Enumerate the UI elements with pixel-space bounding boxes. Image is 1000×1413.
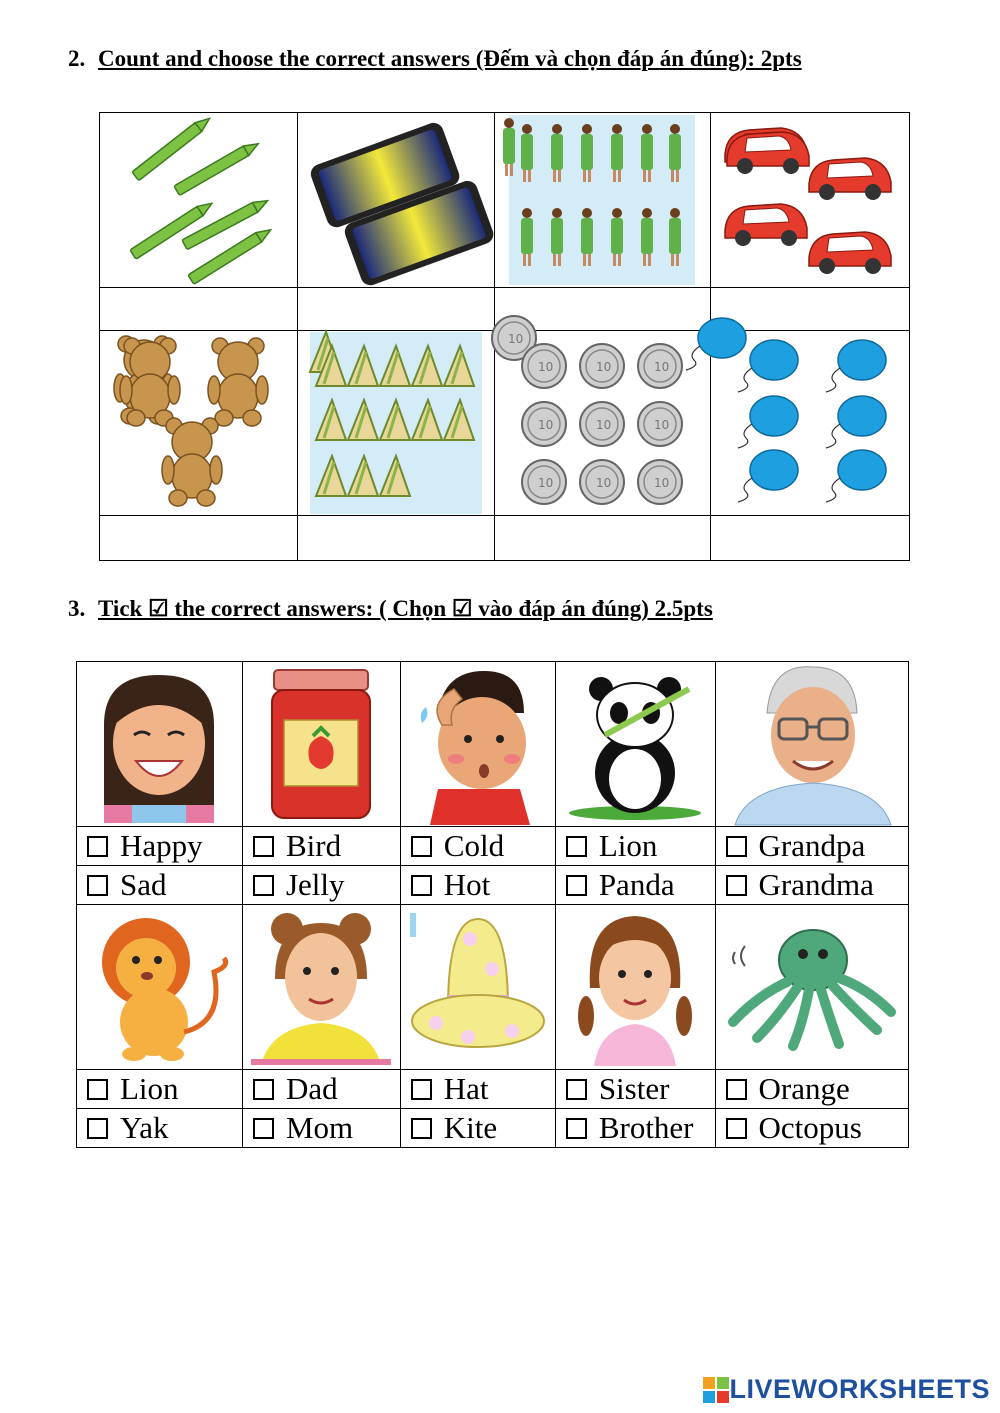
option-label: Orange (758, 1071, 850, 1106)
sister-picture (555, 905, 715, 1070)
checkbox-icon[interactable] (566, 875, 587, 896)
option-label: Yak (120, 1110, 169, 1145)
option-label: Hot (443, 867, 491, 902)
option-label: Jelly (285, 867, 345, 902)
option-lion-1[interactable] (555, 827, 715, 866)
answer-cell-crayons[interactable] (100, 288, 298, 331)
panda-icon (565, 669, 705, 819)
checkbox-icon[interactable] (253, 1118, 274, 1139)
tick-table (76, 661, 909, 1148)
option-label: Lion (598, 828, 658, 863)
option-brother[interactable] (555, 1109, 715, 1148)
sandwich-icon (310, 332, 482, 514)
option-label: Octopus (758, 1110, 862, 1145)
option-label: Sad (120, 867, 167, 902)
checkbox-icon[interactable] (253, 1079, 274, 1100)
checkbox-icon[interactable] (87, 1118, 108, 1139)
cars-icon (725, 120, 895, 280)
checkbox-icon[interactable] (253, 875, 274, 896)
checkbox-icon[interactable] (726, 1079, 747, 1100)
checkbox-icon[interactable] (726, 875, 747, 896)
checkbox-icon[interactable] (726, 836, 747, 857)
brand-name: LIVEWORKSHEETS (729, 1374, 990, 1404)
section-2-title: Count and choose the correct answers (Đếm và chọn đáp án đúng): 2pts (98, 46, 802, 71)
checkbox-icon[interactable] (87, 1079, 108, 1100)
option-grandpa[interactable] (715, 827, 908, 866)
svg-text:10: 10 (508, 332, 524, 346)
section-2-number: 2. (68, 46, 86, 71)
section-3-number: 3. (68, 596, 86, 621)
sweating-boy-icon (408, 663, 548, 825)
checkbox-icon[interactable] (87, 875, 108, 896)
grandpa-picture (715, 662, 908, 827)
jam-jar-picture (242, 662, 400, 827)
lion-icon (84, 912, 234, 1062)
lion-picture (77, 905, 243, 1070)
liveworksheets-logo (703, 1374, 990, 1405)
option-hat[interactable] (400, 1070, 555, 1109)
jam-jar-icon (266, 666, 376, 822)
option-label: Lion (120, 1071, 179, 1106)
checkbox-icon[interactable] (411, 1118, 432, 1139)
option-octopus[interactable] (715, 1109, 908, 1148)
checkbox-icon[interactable] (566, 836, 587, 857)
option-label: Panda (598, 867, 675, 902)
option-label: Brother (598, 1110, 694, 1145)
checkbox-icon[interactable] (411, 836, 432, 857)
section-3-heading (68, 596, 713, 622)
crayons-picture (100, 113, 298, 288)
liveworksheets-logo-icon (703, 1377, 729, 1403)
hat-picture (400, 905, 555, 1070)
option-dad[interactable] (242, 1070, 400, 1109)
answer-cell-balloons[interactable] (710, 516, 909, 561)
checkbox-icon[interactable] (566, 1118, 587, 1139)
smiling-girl-icon (84, 665, 234, 823)
section-3-title: Tick ☑ the correct answers: ( Chọn ☑ vào đáp án đúng) 2.5pts (98, 596, 713, 621)
octopus-icon (727, 922, 897, 1052)
sandwiches-picture (298, 331, 495, 516)
smiling-girl-picture (77, 662, 243, 827)
section-2-heading (68, 46, 802, 72)
panda-picture (555, 662, 715, 827)
option-lion-2[interactable] (77, 1070, 243, 1109)
cars-picture (710, 113, 909, 288)
option-kite[interactable] (400, 1109, 555, 1148)
option-label: Dad (285, 1071, 338, 1106)
phones-icon (306, 130, 486, 270)
option-mom[interactable] (242, 1109, 400, 1148)
option-grandma[interactable] (715, 866, 908, 905)
option-bird[interactable] (242, 827, 400, 866)
women-icon (509, 115, 695, 285)
sister-icon (570, 908, 700, 1066)
crayons-icon (124, 120, 274, 280)
option-label: Mom (285, 1110, 354, 1145)
option-label: Grandma (758, 867, 874, 902)
sweating-boy-picture (400, 662, 555, 827)
answer-cell-phones[interactable] (298, 288, 495, 331)
checkbox-icon[interactable] (411, 875, 432, 896)
count-table (99, 112, 910, 561)
option-label: Happy (120, 828, 203, 863)
answer-cell-coins[interactable] (494, 516, 710, 561)
checkbox-icon[interactable] (87, 836, 108, 857)
option-label: Sister (598, 1071, 670, 1106)
women-picture (494, 113, 710, 288)
option-happy[interactable] (77, 827, 243, 866)
option-label: Hat (443, 1071, 489, 1106)
option-label: Grandpa (758, 828, 866, 863)
balloons-picture (710, 331, 909, 516)
checkbox-icon[interactable] (253, 836, 274, 857)
balloon-icon (722, 338, 898, 508)
checkbox-icon[interactable] (726, 1118, 747, 1139)
coin-icon (508, 332, 690, 508)
teddy-bears-picture (100, 331, 298, 516)
option-cold[interactable] (400, 827, 555, 866)
option-yak[interactable] (77, 1109, 243, 1148)
answer-cell-teddy-bears[interactable] (100, 516, 298, 561)
checkbox-icon[interactable] (411, 1079, 432, 1100)
option-jelly[interactable] (242, 866, 400, 905)
grandpa-icon (727, 663, 897, 825)
answer-cell-sandwiches[interactable] (298, 516, 495, 561)
option-label: Kite (443, 1110, 498, 1145)
option-hot[interactable] (400, 866, 555, 905)
option-panda[interactable] (555, 866, 715, 905)
option-sad[interactable] (77, 866, 243, 905)
teddy-bear-icon (114, 336, 284, 510)
checkbox-icon[interactable] (566, 1079, 587, 1100)
mom-icon (251, 909, 391, 1065)
coins-picture (494, 331, 710, 516)
option-label: Cold (443, 828, 505, 863)
phones-picture (298, 113, 495, 288)
octopus-picture (715, 905, 908, 1070)
option-orange[interactable] (715, 1070, 908, 1109)
option-sister[interactable] (555, 1070, 715, 1109)
mom-picture (242, 905, 400, 1070)
option-label: Bird (285, 828, 342, 863)
hat-icon (408, 909, 548, 1065)
